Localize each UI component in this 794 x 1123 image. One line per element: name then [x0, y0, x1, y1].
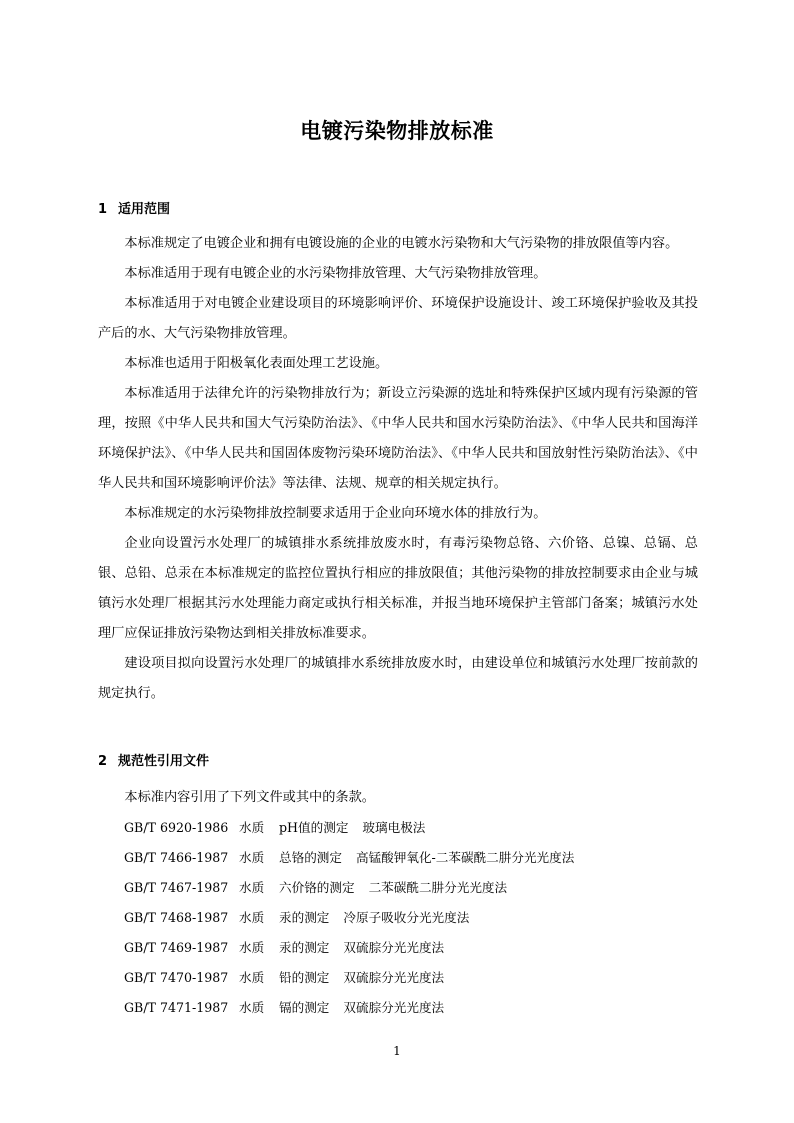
paragraph: 本标准也适用于阳极氧化表面处理工艺设施。 [124, 356, 389, 371]
reference-code: GB/T 7468-1987 [124, 910, 229, 925]
reference-test: 六价铬的测定 [279, 880, 355, 895]
reference-item [124, 873, 704, 903]
reference-item [124, 933, 704, 963]
section-1-title: 适用范围 [118, 202, 171, 217]
paragraph: 本标准适用于对电镀企业建设项目的环境影响评价、环境保护设施设计、竣工环境保护验收及其投产后的水、大气污染物排放管理。 [98, 296, 698, 341]
paragraph: 本标准适用于现有电镀企业的水污染物排放管理、大气污染物排放管理。 [124, 266, 547, 281]
reference-code: GB/T 6920-1986 [124, 820, 229, 835]
section-2-title: 规范性引用文件 [118, 754, 210, 769]
paragraph: 本标准规定的水污染物排放控制要求适用于企业向环境水体的排放行为。 [124, 506, 547, 521]
reference-method: 双硫腙分光光度法 [343, 970, 445, 985]
reference-method: 双硫腙分光光度法 [343, 1000, 445, 1015]
reference-list [124, 813, 704, 1023]
reference-item [124, 903, 704, 933]
reference-code: GB/T 7469-1987 [124, 940, 229, 955]
paragraph: 建设项目拟向设置污水处理厂的城镇排水系统排放废水时，由建设单位和城镇污水处理厂按前款的规定执行。 [98, 656, 698, 701]
reference-test: 汞的测定 [279, 910, 330, 925]
document-title: 电镀污染物排放标准 [300, 119, 494, 143]
reference-test: 总铬的测定 [279, 850, 342, 865]
section-1-heading [98, 200, 170, 220]
reference-item [124, 843, 704, 873]
paragraph: 企业向设置污水处理厂的城镇排水系统排放废水时，有毒污染物总铬、六价铬、总镍、总镉、总银、总铅、总汞在本标准规定的监控位置执行相应的排放限值；其他污染物的排放控制要求由企业与城镇污水处理厂根据其污水处理能力商定或执行相关标准，并报当地环境保护主管部门备案；城镇污水处理厂应保证排放污染物达到相关排放标准要求。 [98, 536, 698, 641]
paragraph: 本标准适用于法律允许的污染物排放行为；新设立污染源的选址和特殊保护区域内现有污染源的管理，按照《中华人民共和国大气污染防治法》、《中华人民共和国水污染防治法》、《中华人民共和国海洋环境保护法》、《中华人民共和国固体废物污染环境防治法》、《中华人民共和国放射性污染防治法》、《中华人民共和国环境影响评价法》等法律、法规、规章的相关规定执行。 [98, 386, 698, 491]
reference-test: 汞的测定 [279, 940, 330, 955]
reference-category: 水质 [239, 1000, 265, 1015]
reference-category: 水质 [239, 940, 265, 955]
reference-code: GB/T 7470-1987 [124, 970, 229, 985]
reference-method: 二苯碳酰二肼分光光度法 [368, 880, 508, 895]
page-number: 1 [393, 1044, 401, 1058]
reference-item [124, 993, 704, 1023]
reference-method: 双硫腙分光光度法 [343, 940, 445, 955]
section-1-body [98, 229, 698, 709]
section-1-number: 1 [98, 202, 108, 217]
section-2-intro-block [98, 783, 698, 813]
reference-test: 铅的测定 [279, 970, 330, 985]
reference-method: 玻璃电极法 [362, 820, 426, 835]
paragraph: 本标准规定了电镀企业和拥有电镀设施的企业的电镀水污染物和大气污染物的排放限值等内容。 [124, 236, 679, 251]
section-2-intro: 本标准内容引用了下列文件或其中的条款。 [124, 790, 375, 805]
reference-code: GB/T 7467-1987 [124, 880, 229, 895]
reference-category: 水质 [239, 910, 265, 925]
reference-method: 冷原子吸收分光光度法 [343, 910, 470, 925]
reference-category: 水质 [239, 970, 265, 985]
reference-item [124, 813, 704, 843]
reference-code: GB/T 7466-1987 [124, 850, 229, 865]
reference-category: 水质 [239, 820, 265, 835]
reference-test: pH值的测定 [279, 820, 349, 835]
reference-code: GB/T 7471-1987 [124, 1000, 229, 1015]
reference-category: 水质 [239, 850, 265, 865]
reference-method: 高锰酸钾氧化-二苯碳酰二肼分光光度法 [355, 850, 575, 865]
reference-item [124, 963, 704, 993]
reference-category: 水质 [239, 880, 265, 895]
section-2-number: 2 [98, 754, 108, 769]
section-2-heading [98, 752, 209, 772]
reference-test: 镉的测定 [279, 1000, 330, 1015]
